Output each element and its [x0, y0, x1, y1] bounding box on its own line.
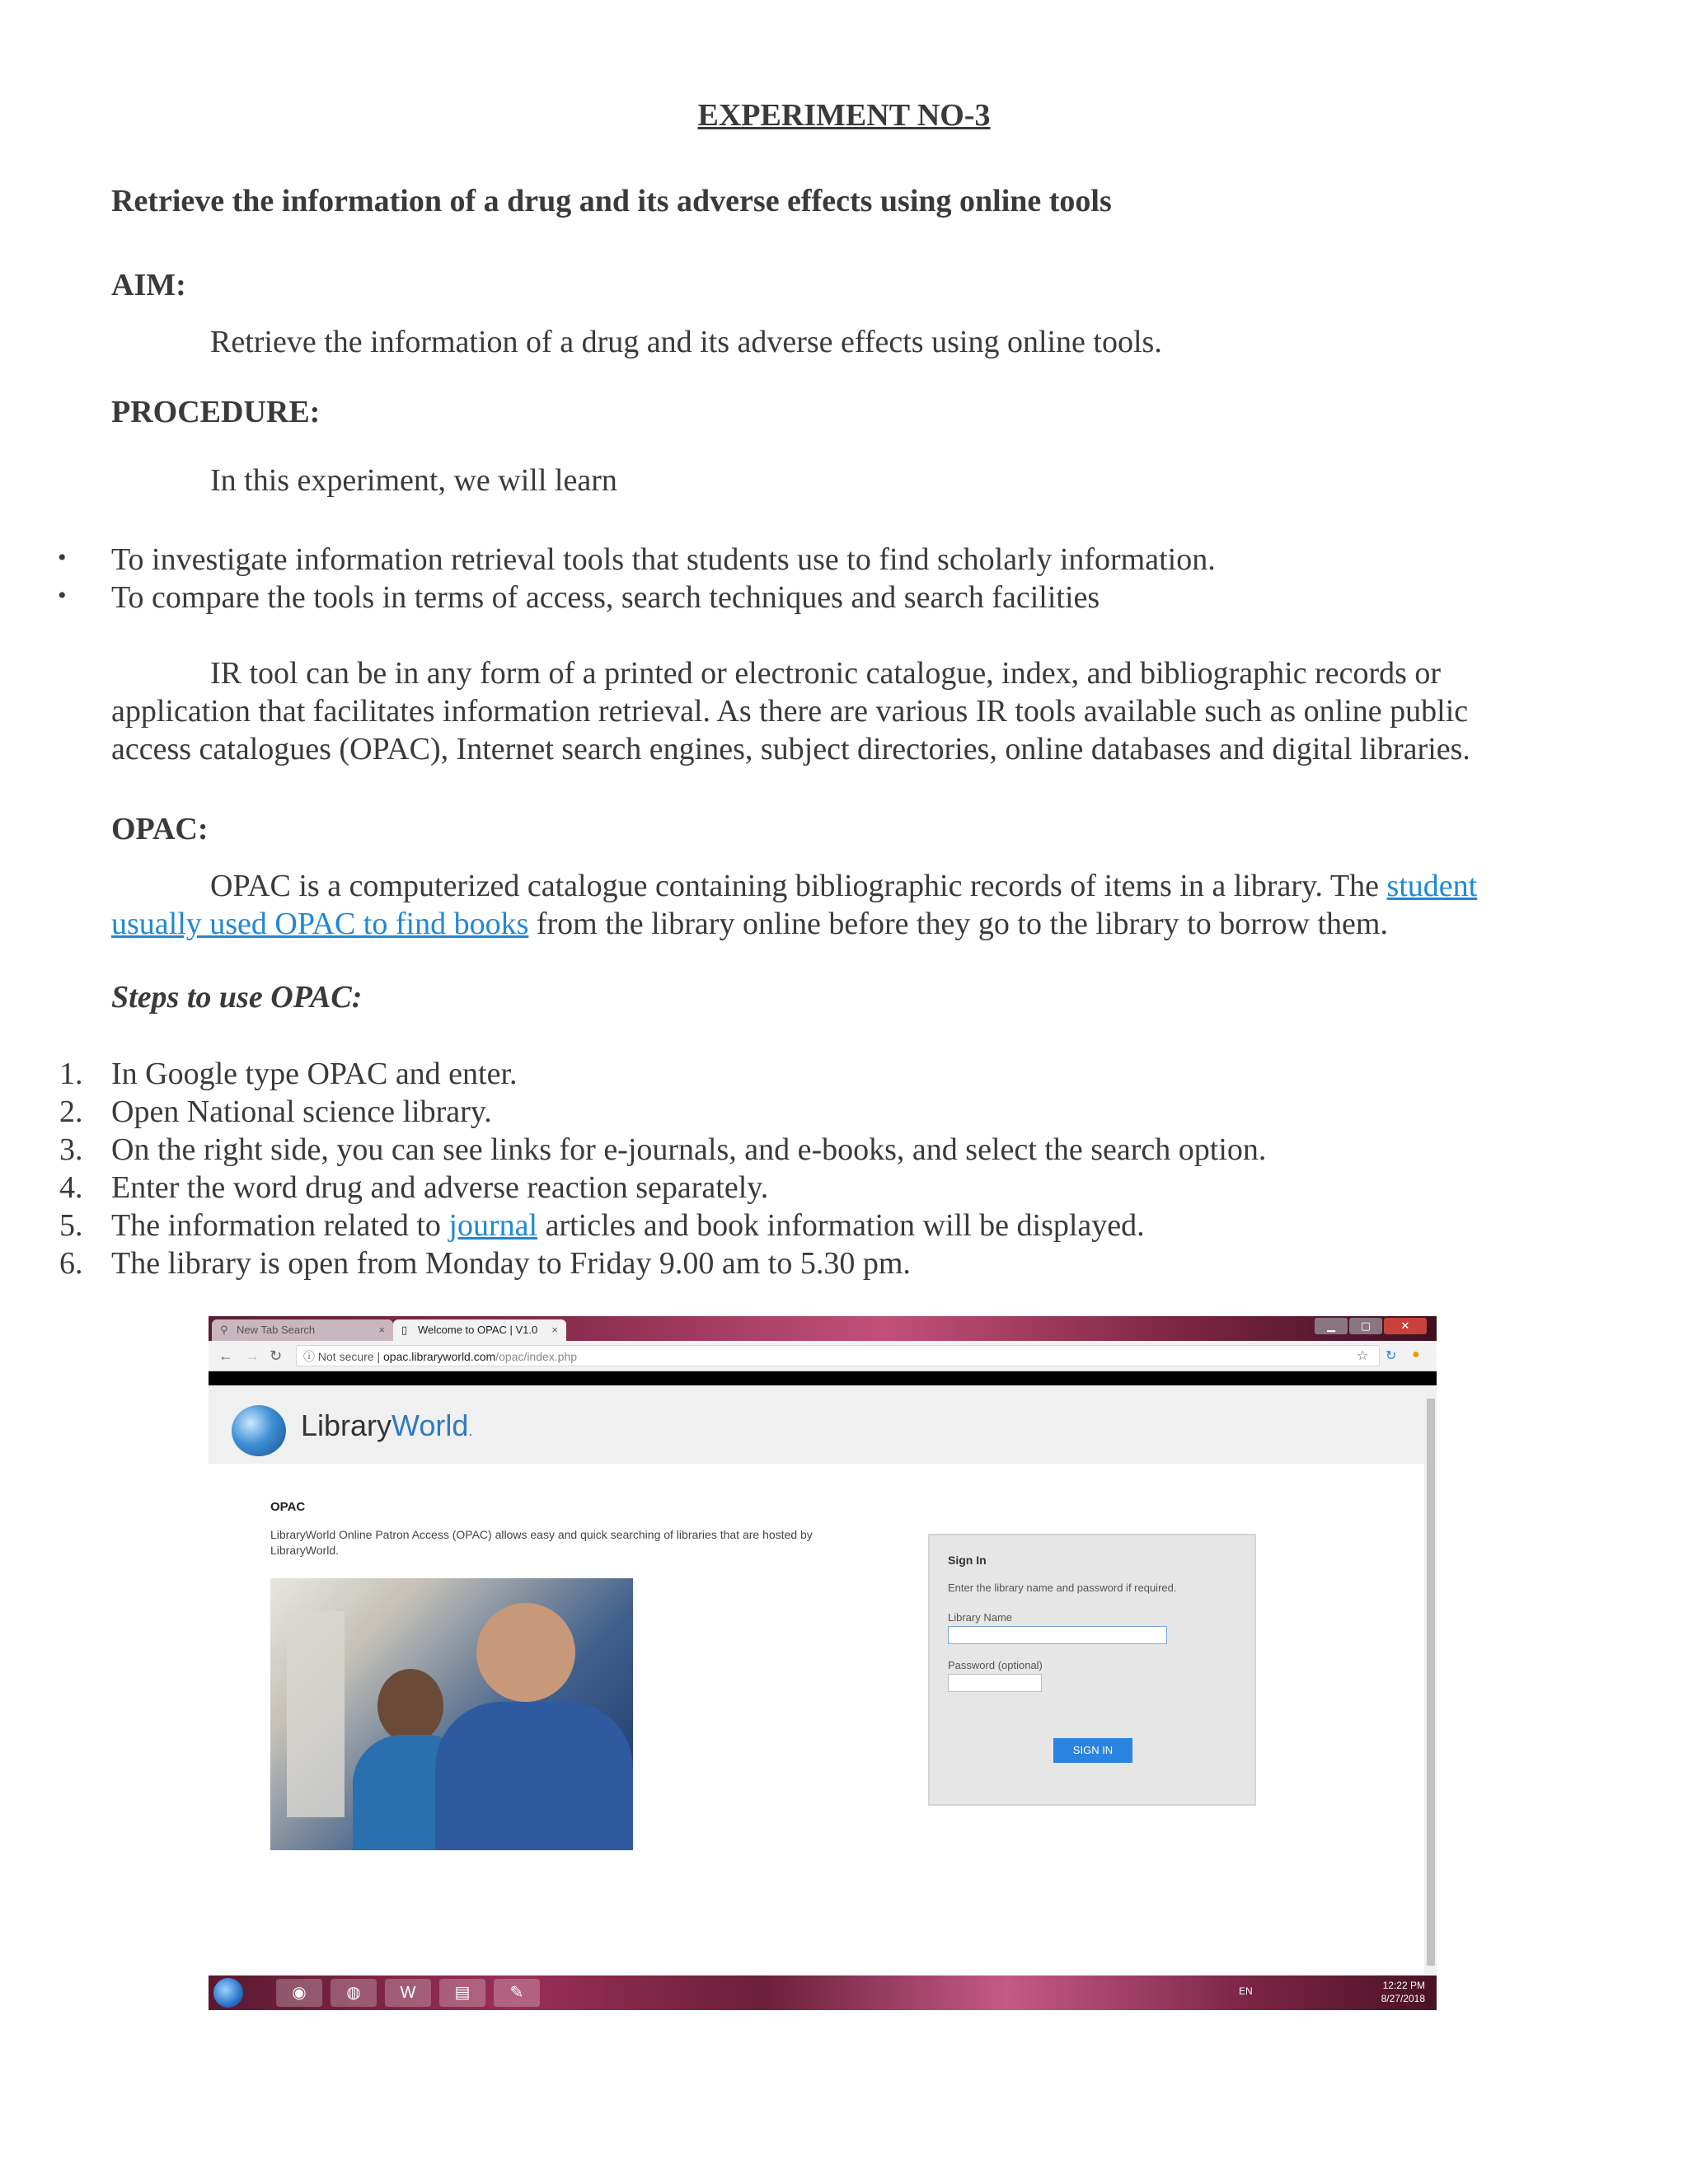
opac-page-heading: OPAC	[270, 1500, 306, 1514]
step-number: 3.	[59, 1132, 83, 1167]
sign-in-prompt: Enter the library name and password if required.	[948, 1582, 1177, 1594]
firefox-icon[interactable]: ◍	[331, 1979, 377, 2007]
password-input[interactable]	[948, 1674, 1042, 1692]
journal-link[interactable]: journal	[448, 1208, 538, 1243]
minimize-icon[interactable]: ▁	[1315, 1318, 1348, 1334]
ir-line-3: access catalogues (OPAC), Internet search engines, subject directories, online databases and digital libraries.	[111, 732, 1470, 766]
word-icon[interactable]: W	[385, 1979, 431, 2007]
libraryworld-logo[interactable]: LibraryWorld.	[301, 1408, 473, 1442]
bullet-dot: •	[58, 582, 67, 609]
experiment-title: EXPERIMENT NO-3	[697, 98, 991, 133]
tab-welcome-opac[interactable]	[393, 1319, 566, 1341]
experiment-subtitle: Retrieve the information of a drug and its adverse effects using online tools	[111, 184, 1112, 218]
page-icon: ▯	[401, 1324, 408, 1336]
start-button-icon[interactable]	[213, 1978, 243, 2008]
window-controls	[1315, 1318, 1430, 1336]
bookmark-strip	[209, 1371, 1437, 1385]
opac-books-link[interactable]: usually used OPAC to find books	[111, 907, 529, 941]
reload-icon[interactable]: ↻	[270, 1347, 283, 1364]
aim-heading: AIM:	[111, 268, 186, 302]
step-text-end: articles and book information will be displayed.	[537, 1208, 1145, 1243]
alert-icon[interactable]: ●	[1412, 1347, 1420, 1361]
opac-paragraph	[111, 867, 1477, 943]
opac-description: LibraryWorld Online Patron Access (OPAC) allows easy and quick searching of libraries that are hosted by LibraryWorld.	[270, 1528, 813, 1557]
procedure-heading: PROCEDURE:	[111, 395, 321, 429]
step-text: On the right side, you can see links for e-journals, and e-books, and select the search option.	[111, 1132, 1267, 1167]
step-number: 1.	[59, 1057, 83, 1091]
sync-icon[interactable]: ↻	[1386, 1349, 1397, 1363]
back-icon[interactable]: ←	[218, 1347, 233, 1364]
address-bar	[209, 1341, 1437, 1371]
paint-icon[interactable]: ✎	[494, 1979, 540, 2007]
url-path: /opac/index.php	[495, 1350, 578, 1363]
system-clock[interactable]: 12:22 PM 8/27/2018	[1381, 1980, 1425, 2004]
tab-new-tab-search[interactable]	[212, 1319, 393, 1341]
procedure-intro: In this experiment, we will learn	[210, 463, 617, 498]
file-explorer-icon[interactable]: ▤	[439, 1979, 485, 2007]
step-text: In Google type OPAC and enter.	[111, 1057, 518, 1091]
bullet-text: To investigate information retrieval tools that students use to find scholarly information.	[111, 542, 1216, 577]
ir-paragraph	[111, 654, 1470, 768]
url-separator: |	[373, 1350, 384, 1363]
sign-in-heading: Sign In	[948, 1554, 987, 1567]
opac-heading: OPAC:	[111, 812, 209, 846]
steps-heading: Steps to use OPAC:	[111, 980, 363, 1015]
sign-in-button[interactable]: SIGN IN	[1053, 1738, 1132, 1763]
student-link[interactable]: student	[1386, 869, 1478, 903]
close-icon[interactable]: ×	[551, 1324, 558, 1336]
browser-tab-bar	[209, 1316, 1437, 1341]
students-photo	[270, 1578, 633, 1850]
opac-text-end: from the library online before they go to the library to borrow them.	[528, 907, 1388, 941]
step-text: The library is open from Monday to Friday 9.00 am to 5.30 pm.	[111, 1246, 911, 1281]
star-icon[interactable]: ☆	[1357, 1349, 1369, 1363]
step-number: 5.	[59, 1208, 83, 1243]
step-number: 2.	[59, 1094, 83, 1129]
password-label: Password (optional)	[948, 1659, 1043, 1671]
step-number: 4.	[59, 1170, 83, 1205]
step-text: Enter the word drug and adverse reaction separately.	[111, 1170, 769, 1205]
ir-line-2: application that facilitates information retrieval. As there are various IR tools available such as online public	[111, 694, 1469, 729]
bullet-dot: •	[58, 544, 67, 571]
step-text: Open National science library.	[111, 1094, 492, 1129]
language-indicator[interactable]: EN	[1239, 1985, 1253, 1997]
library-name-label: Library Name	[948, 1611, 1013, 1624]
forward-icon[interactable]: →	[245, 1347, 260, 1364]
maximize-icon[interactable]: ▢	[1349, 1318, 1382, 1334]
windows-taskbar	[209, 1975, 1437, 2010]
security-indicator: ⓘ Not secure	[303, 1350, 374, 1363]
step-number: 6.	[59, 1246, 83, 1281]
ir-line-1: IR tool can be in any form of a printed or electronic catalogue, index, and bibliographic records or	[210, 656, 1442, 691]
url-domain: opac.libraryworld.com	[383, 1350, 496, 1363]
search-icon: ⚲	[220, 1324, 228, 1336]
aim-text: Retrieve the information of a drug and its adverse effects using online tools.	[210, 325, 1162, 359]
tab-label: New Tab Search	[237, 1324, 316, 1336]
globe-logo-icon	[232, 1405, 286, 1456]
chrome-icon[interactable]: ◉	[276, 1979, 322, 2007]
opac-screenshot	[209, 1316, 1437, 2010]
close-window-icon[interactable]: ✕	[1384, 1318, 1427, 1334]
sign-in-panel	[928, 1534, 1256, 1806]
library-name-input[interactable]	[948, 1626, 1167, 1644]
url-input[interactable]	[296, 1345, 1380, 1366]
step-text: The information related to	[111, 1208, 449, 1243]
tab-label: Welcome to OPAC | V1.0	[418, 1324, 538, 1336]
close-icon[interactable]: ×	[378, 1324, 385, 1336]
bullet-text: To compare the tools in terms of access, search techniques and search facilities	[111, 580, 1100, 615]
scrollbar-thumb[interactable]	[1427, 1399, 1435, 1966]
opac-text: OPAC is a computerized catalogue containing bibliographic records of items in a library. The	[210, 869, 1387, 903]
